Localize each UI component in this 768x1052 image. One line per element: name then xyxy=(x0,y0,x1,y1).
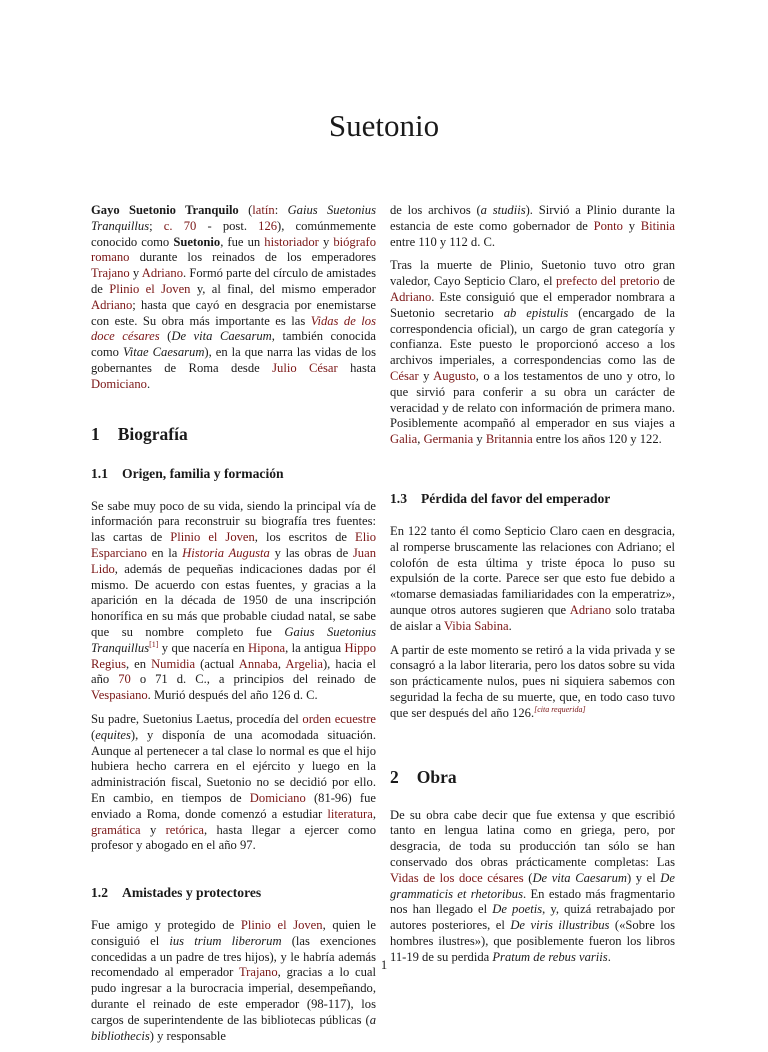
link-ponto[interactable]: Ponto xyxy=(593,218,623,233)
text: [cita requerida] xyxy=(534,704,586,714)
text: - post. xyxy=(196,218,259,233)
link-year-70[interactable]: 70 xyxy=(183,218,197,233)
paragraph-amistades-3 xyxy=(390,258,675,448)
text: De vita Caesarum xyxy=(532,870,627,885)
text: , hasta llegar a ejercer como profesor y abogado en el año 97. xyxy=(91,822,377,853)
text: , y, quizá retrabajado por autores posteriores, el xyxy=(390,902,675,933)
text: , además de pequeñas indicaciones dadas por él mismo. De acuerdo con estas fuentes, y gracias a la aparición en la década de 1950 de una inscripción honorífica en su más que probable ciudad natal, se sabe que su nombre completo fue xyxy=(91,561,376,639)
text: y xyxy=(129,266,142,281)
paragraph-origen-2 xyxy=(91,712,376,854)
text: ; xyxy=(149,218,164,233)
text: (las exenciones concedidas a un padre de tres hijos), y le habría además recomendado al emperador xyxy=(91,933,376,980)
text: Su padre, Suetonius Laetus, procedía del xyxy=(91,711,303,726)
link-gramatica[interactable]: gramática xyxy=(91,822,141,837)
text: . xyxy=(508,618,512,633)
text: a studiis xyxy=(480,203,526,217)
link-cesar[interactable]: César xyxy=(390,368,419,383)
link-argelia[interactable]: Argelia xyxy=(285,656,323,671)
section-heading-obra xyxy=(390,766,675,788)
text: , la antigua xyxy=(285,640,345,655)
text: (encargado de la correspondencia oficial), un cargo de gran categoría y confianza. Este puesto le proporcionó acceso a los archivos imperiales, a correspondencias como las de xyxy=(390,305,675,368)
reference-1[interactable]: [1] xyxy=(149,639,159,649)
link-prefecto-pretorio[interactable]: prefecto del pretorio xyxy=(556,274,660,289)
subsection-number: 1.1 xyxy=(91,465,108,481)
link-britannia[interactable]: Britannia xyxy=(485,432,533,447)
link-year-126[interactable]: 126 xyxy=(258,218,278,233)
text: y, al final, del mismo emperador xyxy=(190,281,376,296)
text: ), hacia el año xyxy=(91,656,376,687)
link-adriano[interactable]: Adriano xyxy=(569,602,612,617)
link-circa[interactable]: c. xyxy=(163,218,173,233)
text: , fue un xyxy=(220,234,265,249)
subsection-number: 1.3 xyxy=(390,490,407,506)
text: , gracias a lo cual pudo ingresar a la burocracia imperial, desempeñando, durante el reinado de este emperador (98-117), los cargos de superintendente de las bibliotecas públicas ( xyxy=(91,965,377,1027)
text: ) y el xyxy=(626,870,661,885)
text: ), en la que narra las vidas de los gobernantes de Roma desde xyxy=(91,345,376,375)
text: ), comúnmemente conocido como xyxy=(91,218,376,249)
text: y que nacería en xyxy=(158,640,248,655)
text: durante los reinados de los emperadores xyxy=(129,250,376,265)
text: , también conocida como xyxy=(91,329,376,360)
paragraph-amistades-2 xyxy=(390,203,675,250)
subsection-heading-amistades xyxy=(91,884,376,902)
link-galia[interactable]: Galia xyxy=(390,432,418,447)
link-historia-augusta[interactable] xyxy=(182,546,270,560)
text: . Este consiguió que el emperador nombrara a Suetonio secretario xyxy=(390,289,675,320)
text: ). Sirvió a Plinio durante la estancia de este como gobernador de xyxy=(390,203,675,233)
text: . xyxy=(607,949,611,964)
link-historiador[interactable]: historiador xyxy=(264,234,319,249)
text: Vitae Caesarum xyxy=(122,345,205,360)
text: , en xyxy=(125,656,152,671)
text: ) y responsable xyxy=(149,1028,227,1043)
text: , los escritos de xyxy=(254,530,355,545)
text: y xyxy=(622,218,641,233)
text: entre los años 120 y 122. xyxy=(532,432,662,447)
link-bitinia[interactable]: Bitinia xyxy=(640,218,675,233)
link-vibia-sabina[interactable]: Vibia Sabina xyxy=(443,618,509,633)
link-vespasiano[interactable]: Vespasiano xyxy=(91,688,148,703)
text: Tras la muerte de Plinio, Suetonio tuvo otro gran valedor, Cayo Septicio Claro, el xyxy=(390,258,675,289)
page-title: Suetonio xyxy=(328,108,440,143)
text: de xyxy=(659,274,675,289)
text: y xyxy=(318,234,334,249)
text: ; hasta que cayó en desgracia por enemistarse con este. Su obra más importante es las xyxy=(91,297,376,328)
section-heading-biografia xyxy=(91,423,376,445)
intro-paragraph xyxy=(91,203,376,393)
text: ), y disponía de una acomodada situación. Aunque al pertenecer a tal clase lo normal es que el hijo hubiera hecho carrera en el ejército y luego en la administración fiscal, Suetonio no se decidió por ello. En cambio, en tiempos de xyxy=(91,727,376,805)
text: Se sabe muy poco de su vida, siendo la principal vía de información para reconstruir su biografía tres fuentes: las cartas de xyxy=(91,498,376,545)
paragraph-origen-1 xyxy=(91,499,376,704)
link-plinio[interactable]: Plinio el Joven xyxy=(240,918,323,933)
text: . xyxy=(146,376,151,391)
text: hasta xyxy=(337,360,376,375)
link-germania[interactable]: Germania xyxy=(423,432,474,447)
short-name: Suetonio xyxy=(173,234,221,249)
text: (81-96) fue enviado a Roma, donde comenzó a estudiar xyxy=(91,790,376,821)
link-biografo[interactable]: biógrafo xyxy=(333,234,376,249)
link-year-70[interactable]: 70 xyxy=(118,672,131,687)
text: Historia Augusta xyxy=(182,545,270,560)
text: : xyxy=(274,203,288,217)
link-adriano[interactable]: Adriano xyxy=(141,266,183,281)
text xyxy=(173,219,184,233)
text: , xyxy=(417,432,424,447)
latin-name: Gaius Suetonius Tranquillus xyxy=(91,203,376,233)
link-vidas-doce-cesares[interactable]: Vidas de los doce césares xyxy=(390,870,524,885)
subsection-heading-perdida xyxy=(390,490,675,508)
text: De grammaticis et rhetoribus xyxy=(390,870,675,901)
page-number: 1 xyxy=(380,958,388,972)
text: Vidas de los doce césares xyxy=(91,313,376,344)
text: ( xyxy=(523,870,533,885)
text: . Murió después del año 126 d. C. xyxy=(147,688,318,703)
section-title: Biografía xyxy=(117,423,188,444)
text: en la xyxy=(146,545,183,560)
text: de los archivos ( xyxy=(390,203,481,217)
left-column xyxy=(91,203,376,1052)
paragraph-perdida-1 xyxy=(390,524,675,635)
subsection-heading-origen xyxy=(91,465,376,483)
text: De poetis xyxy=(492,902,543,917)
text: ( xyxy=(91,727,96,742)
text: , o a los testamentos de uno y otro, lo que sirvió para conferir a su obra un carácter de veracidad y de relato con información de primera mano. Posiblemente acompañó al emperador en sus viajes a xyxy=(390,368,675,431)
citation-needed[interactable] xyxy=(534,705,585,714)
text: entre 110 y 112 d. C. xyxy=(390,234,496,249)
text: solo trataba de aislar a xyxy=(390,602,675,633)
subsection-title: Pérdida del favor del emperador xyxy=(421,490,611,506)
subsection-title: Amistades y protectores xyxy=(122,885,262,901)
subject-name: Gayo Suetonio Tranquilo xyxy=(91,203,239,217)
paragraph-amistades-1 xyxy=(91,918,376,1044)
text: («Sobre los hombres ilustres»), que posiblemente fueron los libros 11-19 de su perdida xyxy=(390,918,675,964)
text: . En estado más fragmentario nos han llegado el xyxy=(390,886,675,917)
text: ( xyxy=(238,203,253,217)
link-adriano[interactable]: Adriano xyxy=(91,297,133,312)
link-retorica[interactable]: retórica xyxy=(165,822,205,837)
link-trajano[interactable]: Trajano xyxy=(91,266,130,281)
link-plinio[interactable]: Plinio el Joven xyxy=(170,530,255,545)
link-augusto[interactable]: Augusto xyxy=(433,368,476,383)
section-number: 2 xyxy=(390,766,399,787)
text: y xyxy=(418,368,434,383)
text: ( xyxy=(159,329,172,344)
link-numidia[interactable]: Numidia xyxy=(151,656,196,671)
text: y xyxy=(140,822,166,837)
link-hippo-regius[interactable]: Hippo Regius xyxy=(91,640,376,671)
text: Gaius Suetonius Tranquillus xyxy=(91,624,376,655)
text: , quien le consiguió el xyxy=(91,918,376,948)
link-domiciano[interactable]: Domiciano xyxy=(249,790,306,805)
link-julio-cesar[interactable]: Julio César xyxy=(272,360,338,375)
link-domiciano[interactable]: Domiciano xyxy=(91,376,147,391)
text: A partir de este momento se retiró a la vida privada y se consagró a la labor literaria, pero los datos sobre su vida son prácticamente nulos, pues ni siquiera sabemos con seguridad la fecha de su muerte, que, en todo caso tuvo que ser después del año 126. xyxy=(390,642,675,720)
link-trajano[interactable]: Trajano xyxy=(238,965,278,980)
text: ab epistulis xyxy=(503,305,569,320)
section-title: Obra xyxy=(416,766,457,787)
text: equites xyxy=(95,727,131,742)
link-romano[interactable]: romano xyxy=(91,250,130,265)
text: a bibliothecis xyxy=(91,1012,376,1043)
link-juan-lido[interactable]: Juan Lido xyxy=(91,545,376,576)
paragraph-perdida-2 xyxy=(390,643,675,722)
link-literatura[interactable]: literatura xyxy=(327,806,373,821)
link-plinio[interactable]: Plinio el Joven xyxy=(109,281,191,296)
text: De vita Caesarum xyxy=(171,329,272,344)
text: , xyxy=(277,656,286,671)
right-column xyxy=(390,203,675,973)
text: (actual xyxy=(195,656,239,671)
link-annaba[interactable]: Annaba xyxy=(238,656,278,671)
text: y xyxy=(473,432,486,447)
paragraph-obra xyxy=(390,808,675,966)
text: y las obras de xyxy=(269,545,353,560)
text: En 122 tanto él como Septicio Claro caen en desgracia, al romperse bruscamente las relaciones con Adriano; el colofón de esta última y triste época lo puso su expulsión de la corte. Parece ser que esto fue debido a «tomarse demasiadas familiaridades con la emperatriz», aunque otros autores sugieren que xyxy=(390,523,675,617)
link-orden-ecuestre[interactable]: orden ecuestre xyxy=(302,711,376,726)
subsection-title: Origen, familia y formación xyxy=(122,465,284,481)
text: , xyxy=(372,806,376,821)
link-adriano[interactable]: Adriano xyxy=(390,289,432,304)
text: De viris illustribus xyxy=(510,918,610,933)
text: . Formó parte del círculo de amistades de xyxy=(91,266,376,296)
text: ius trium liberorum xyxy=(169,933,282,948)
text: Fue amigo y protegido de xyxy=(91,918,241,933)
text: De su obra cabe decir que fue extensa y que escribió tanto en lengua latina como en griega, pero, por desgracia, de toda su producción tan sólo se han conservado dos obras prácticamente completas: Las xyxy=(390,807,675,869)
link-hipona[interactable]: Hipona xyxy=(248,640,286,655)
section-number: 1 xyxy=(91,423,100,444)
link-elio-esparciano[interactable]: Elio Esparciano xyxy=(91,530,376,560)
subsection-number: 1.2 xyxy=(91,885,108,901)
text: Pratum de rebus variis xyxy=(492,949,608,964)
link-latin[interactable]: latín xyxy=(252,203,275,217)
text: o 71 d. C., a principios del reinado de xyxy=(130,672,376,687)
